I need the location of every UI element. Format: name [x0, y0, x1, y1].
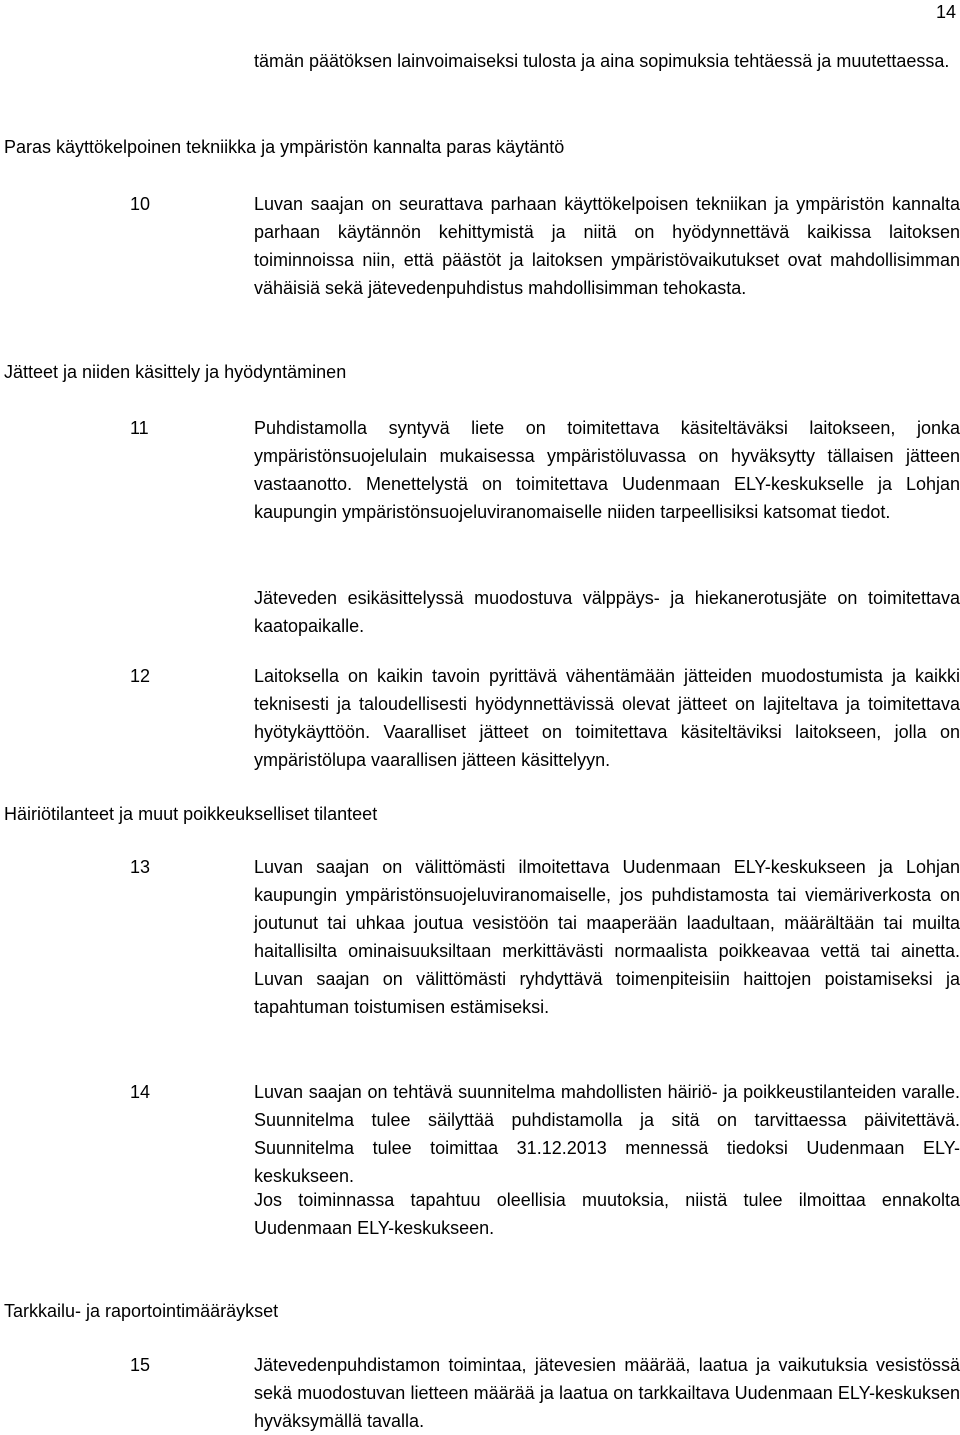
intro-paragraph: tämän päätöksen lainvoimaiseksi tulosta ja aina sopimuksia tehtäessä ja muutettaessa. [254, 51, 950, 71]
item-number-11: 11 [130, 418, 149, 438]
item-14-paragraph-2: Jos toiminnassa tapahtuu oleellisia muutoksia, niistä tulee ilmoittaa ennakolta Uudenmaan ELY-keskukseen. [254, 1190, 960, 1238]
item-10-paragraph: Luvan saajan on seurattava parhaan käyttökelpoisen tekniikan ja ympäristön kannalta parhaan käytännön kehittymistä ja niitä on hyödynnettävä kaikissa laitoksen toiminnoissa niin, että päästöt ja laitoksen ympäristövaikutukset ovat mahdollisimman vähäisiä sekä jätevedenpuhdistus mahdollisimman tehokasta. [254, 194, 960, 298]
item-11-paragraph-1: Puhdistamolla syntyvä liete on toimitettava käsiteltäväksi laitokseen, jonka ympäristönsuojelulain mukaisessa ympäristöluvassa on hyväksytty tällaisen jätteen vastaanotto. Menettelystä on toimitettava Uudenmaan ELY-keskukselle ja Lohjan kaupungin ympäristönsuojeluviranomaiselle niiden tarpeellisiksi katsomat tiedot. [254, 418, 960, 522]
item-number-15: 15 [130, 1355, 151, 1375]
item-number-14: 14 [130, 1082, 151, 1102]
item-number-13: 13 [130, 857, 151, 877]
page-number: 14 [935, 2, 956, 22]
item-number-10: 10 [130, 194, 151, 214]
item-15-paragraph: Jätevedenpuhdistamon toimintaa, jätevesien määrää, laatua ja vaikutuksia vesistössä sekä muodostuvan lietteen määrää ja laatua on tarkkailtava Uudenmaan ELY-keskuksen hyväksymällä tavalla. [254, 1355, 960, 1431]
section-heading-monitoring: Tarkkailu- ja raportointimääräykset [4, 1301, 279, 1321]
item-12-paragraph: Laitoksella on kaikin tavoin pyrittävä vähentämään jätteiden muodostumista ja kaikki teknisesti ja taloudellisesti hyödynnettävissä olevat jätteet on lajiteltava ja toimitettava hyötykäyttöön. Vaaralliset jätteet on toimitettava käsiteltäviksi laitokseen, jolla on ympäristölupa vaarallisen jätteen käsittelyyn. [254, 666, 960, 770]
section-heading-disturbances: Häiriötilanteet ja muut poikkeukselliset tilanteet [4, 804, 378, 824]
section-heading-waste: Jätteet ja niiden käsittely ja hyödyntäminen [4, 362, 347, 382]
section-heading-bat: Paras käyttökelpoinen tekniikka ja ympäristön kannalta paras käytäntö [4, 137, 565, 157]
item-11-paragraph-2: Jäteveden esikäsittelyssä muodostuva välppäys- ja hiekanerotusjäte on toimitettava kaatopaikalle. [254, 588, 960, 636]
item-13-paragraph: Luvan saajan on välittömästi ilmoitettava Uudenmaan ELY-keskukseen ja Lohjan kaupungin ympäristönsuojeluviranomaiselle, jos puhdistamosta tai viemäriverkosta on joutunut tai uhkaa joutua vesistöön tai maaperään laadultaan, määrältään tai muilta haitallisilta ominaisuuksiltaan merkittävästi normaalista poikkeavaa vettä tai ainetta. Luvan saajan on välittömästi ryhdyttävä toimenpiteisiin haittojen poistamiseksi ja tapahtuman toistumisen estämiseksi. [254, 857, 960, 1017]
item-number-12: 12 [130, 666, 151, 686]
item-14-paragraph-1: Luvan saajan on tehtävä suunnitelma mahdollisten häiriö- ja poikkeustilanteiden varalle. Suunnitelma tulee säilyttää puhdistamolla ja sitä on tarvittaessa päivitettävä. Suunnitelma tulee toimittaa 31.12.2013 mennessä tiedoksi Uudenmaan ELY-keskukseen. [254, 1082, 960, 1186]
